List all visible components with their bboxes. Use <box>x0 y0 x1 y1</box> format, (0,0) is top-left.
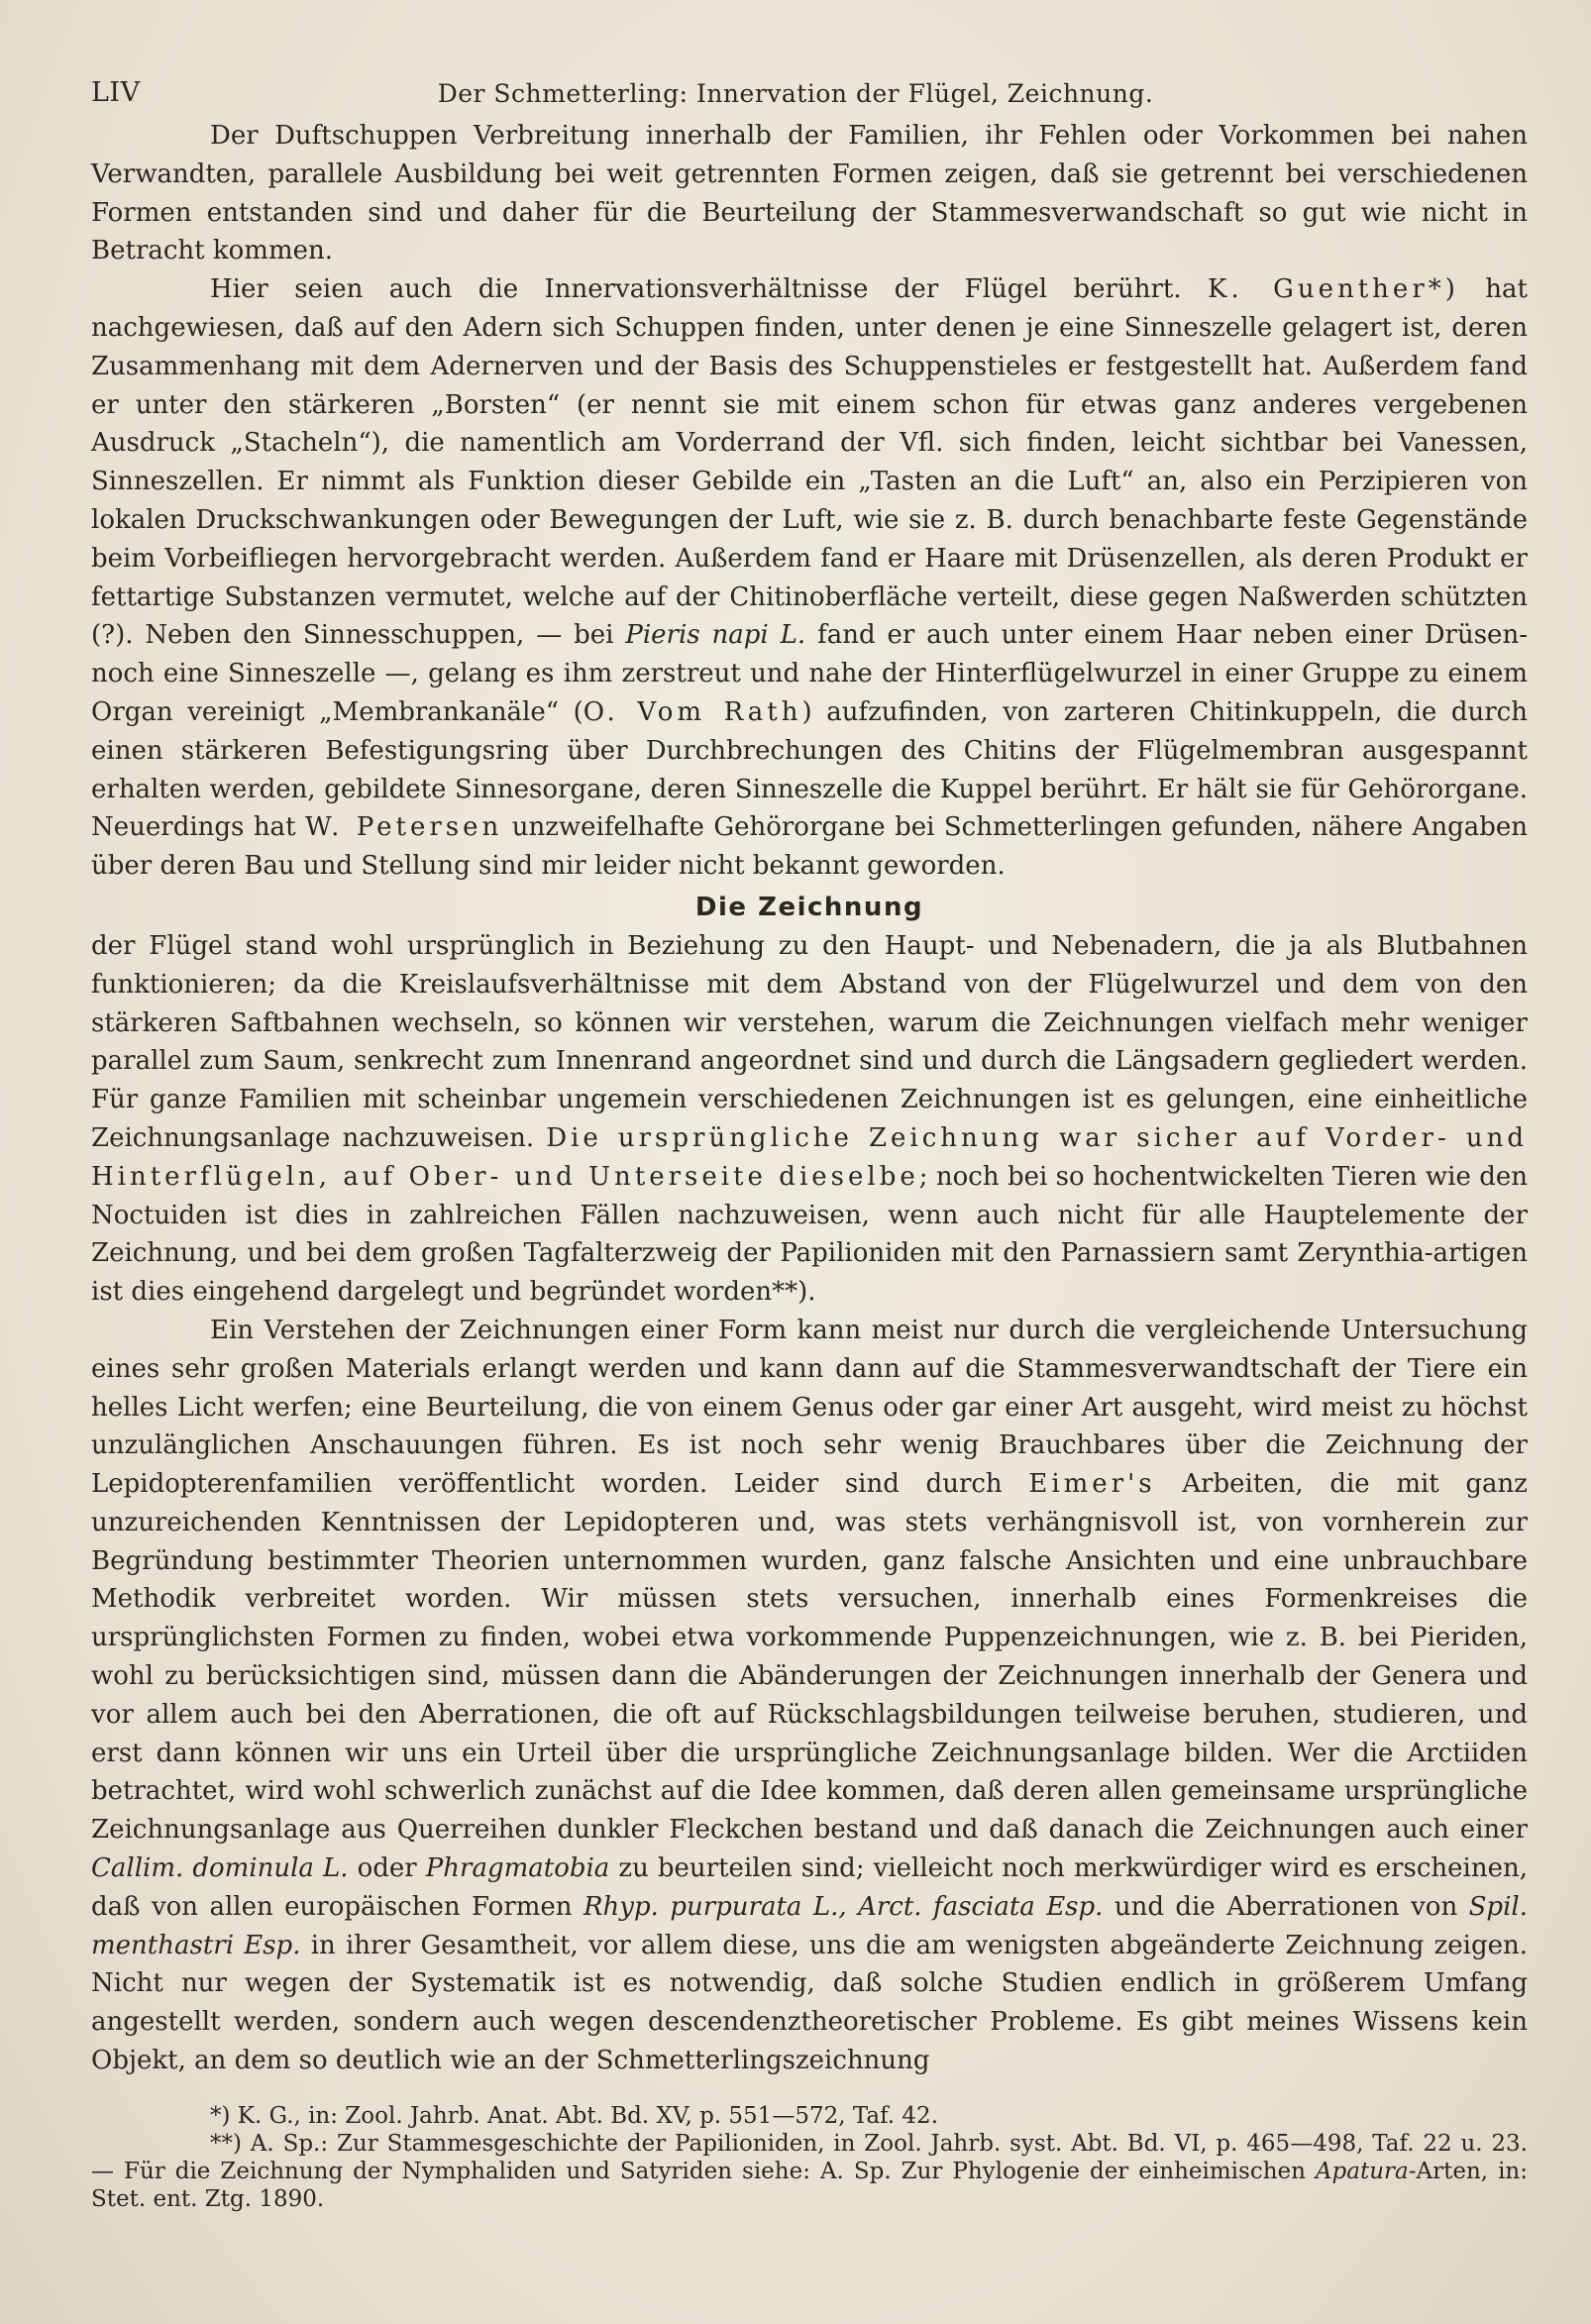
paragraph-innervation: Hier seien auch die Innervationsverhältnisse der Flügel berührt. K. Guenther*) hat nachgewiesen, daß auf den Adern sich Schuppen finden, unter denen je eine Sinneszelle gelagert ist, deren Zusammenhang mit dem Adernerven und der Basis des Schuppenstieles er festgestellt hat. Außerdem fand er unter den stärkeren „Borsten“ (er nennt sie mit einem schon für etwas ganz anderes vergebenen Ausdruck „Stacheln“), die namentlich am Vorderrand der Vfl. sich finden, leicht sichtbar bei Vanessen, Sinneszellen. Er nimmt als Funktion dieser Gebilde ein „Tasten an die Luft“ an, also ein Perzipieren von lokalen Druckschwankungen oder Bewegungen der Luft, wie sie z. B. durch benachbarte feste Gegenstände beim Vorbeifliegen hervorgebracht werden. Außerdem fand er Haare mit Drüsenzellen, als deren Produkt er fettartige Substanzen vermutet, welche auf der Chitinoberfläche verteilt, diese gegen Naßwerden schützten (?). Neben den Sinnesschuppen, — bei Pieris napi L. fand er auch unter einem Haar neben einer Drüsen- noch eine Sinneszelle —, gelang es ihm zerstreut und nahe der Hinterflügelwurzel in einer Gruppe zu einem Organ vereinigt „Membrankanäle“ (O. Vom Rath) aufzufinden, von zarteren Chitinkuppeln, die durch einen stärkeren Befestigungsring über Durchbrechungen des Chitins der Flügelmembran ausgespannt erhalten werden, gebildete Sinnesorgane, deren Sinneszelle die Kuppel berührt. Er hält sie für Gehörorgane. Neuerdings hat W. Petersen unzweifelhafte Gehörorgane bei Schmetterlingen gefunden, nähere Angaben über deren Bau und Stellung sind mir leider nicht bekannt geworden. <box>91 274 1528 882</box>
species-name: Callim. dominula L. <box>91 1853 349 1884</box>
genus-name: Apatura <box>1315 2159 1409 2184</box>
footnotes <box>91 2102 1528 2213</box>
author-name: K. Guenther*) <box>1208 274 1459 305</box>
page-number: LIV <box>91 77 141 108</box>
species-name: Phragmatobia <box>425 1853 610 1884</box>
species-name: Pieris napi L. <box>625 620 806 651</box>
section-heading: Die Zeichnung <box>694 892 924 922</box>
paragraph-verstehen: Ein Verstehen der Zeichnungen einer Form kann meist nur durch die vergleichende Untersuchung eines sehr großen Materials erlangt werden und kann dann auf die Stammesverwandtschaft der Tiere ein helles Licht werfen; eine Beurteilung, die von einem Genus oder gar einer Art ausgeht, wird meist zu höchst unzulänglichen Anschauungen führen. Es ist noch sehr wenig Brauchbares über die Zeichnung der Lepidopterenfamilien veröffentlicht worden. Leider sind durch Eimer's Arbeiten, die mit ganz unzureichenden Kenntnissen der Lepidopteren und, was stets verhängnisvoll ist, von vornherein zur Begründung bestimmter Theorien unternommen wurden, ganz falsche Ansichten und eine unbrauchbare Methodik verbreitet worden. Wir müssen stets versuchen, innerhalb eines Formenkreises die ursprünglichsten Formen zu finden, wobei etwa vorkommende Puppenzeichnungen, wie z. B. bei Pieriden, wohl zu berücksichtigen sind, müssen dann die Abänderungen der Zeichnungen innerhalb der Genera und vor allem auch bei den Aberrationen, die oft auf Rückschlagsbildungen teilweise beruhen, studieren, und erst dann können wir uns ein Urteil über die ursprüngliche Zeichnungsanlage bilden. Wer die Arctiiden betrachtet, wird wohl schwerlich zunächst auf die Idee kommen, daß deren allen gemeinsame ursprüngliche Zeichnungsanlage aus Querreihen dunkler Fleckchen bestand und daß danach die Zeichnungen auch einer Callim. dominula L. oder Phragmatobia zu beurteilen sind; vielleicht noch merkwürdiger wird es erscheinen, daß von allen europäischen Formen Rhyp. purpurata L., Arct. fasciata Esp. und die Aberrationen von Spil. menthastri Esp. in ihrer Gesamtheit, vor allem diese, uns die am wenigsten abgeänderte Zeichnung zeigen. Nicht nur wegen der Systematik ist es notwendig, daß solche Studien endlich in größerem Umfang angestellt werden, sondern auch wegen descendenztheoretischer Probleme. Es gibt meines Wissens kein Objekt, an dem so deutlich wie an der Schmetterlingszeichnung <box>91 1315 1529 2076</box>
footnote-1: *) K. G., in: Zool. Jahrb. Anat. Abt. Bd. XV, p. 551—572, Taf. 42. <box>210 2103 939 2129</box>
page-header <box>91 77 1500 117</box>
running-title: Der Schmetterling: Innervation der Flügel, Zeichnung. <box>437 79 1154 108</box>
paragraph-zeichnung: der Flügel stand wohl ursprünglich in Beziehung zu den Haupt- und Nebenadern, die ja als Blutbahnen funktionieren; da die Kreislaufsverhältnisse mit dem Abstand von der Flügelwurzel und dem von den stärkeren Saftbahnen wechseln, so können wir verstehen, warum die Zeichnungen vielfach mehr weniger parallel zum Saum, senkrecht zum Innenrand angeordnet sind und durch die Längsadern gegliedert werden. Für ganze Familien mit scheinbar ungemein verschiedenen Zeichnungen ist es gelungen, eine einheitliche Zeichnungsanlage nachzuweisen. Die ursprüngliche Zeichnung war sicher auf Vorder- und Hinterflügeln, auf Ober- und Unterseite dieselbe; noch bei so hochentwickelten Tieren wie den Noctuiden ist dies in zahlreichen Fällen nachzuweisen, wenn auch nicht für alle Hauptelemente der Zeichnung, und bei dem großen Tagfalterzweig der Papilioniden mit den Parnassiern samt Zerynthia-artigen ist dies eingehend dargelegt und begründet worden**). <box>91 930 1528 1308</box>
author-name: O. Vom Rath <box>583 696 802 727</box>
species-name: Spil. menthastri Esp. <box>91 1891 1528 1960</box>
species-name: Rhyp. purpurata L., Arct. fasciata Esp. <box>583 1891 1104 1922</box>
footnote-2: **) A. Sp.: Zur Stammesgeschichte der Papilioniden, in Zool. Jahrb. syst. Abt. Bd. VI, p. 465—498, Taf. 22 u. 23. — Für die Zeichnung der Nymphaliden und Satyriden siehe: A. Sp. Zur Phylogenie der einheimischen Apatura-Arten, in: Stet. ent. Ztg. 1890. <box>91 2131 1528 2212</box>
paragraph-duftschuppen: Der Duftschuppen Verbreitung innerhalb der Familien, ihr Fehlen oder Vorkommen bei nahen Verwandten, parallele Ausbildung bei weit getrennten Formen zeigen, daß sie getrennt bei verschiedenen Formen entstanden sind und daher für die Beurteilung der Stammesverwandschaft so gut wie nicht in Betracht kommen. <box>91 121 1528 266</box>
emphasized-statement: Die ursprüngliche Zeichnung war sicher auf Vorder- und Hinterflügeln, auf Ober- und Unterseite dieselbe <box>91 1122 1528 1192</box>
author-name: Eimer's <box>1028 1469 1156 1500</box>
author-name: W. Petersen <box>304 812 503 843</box>
main-text <box>91 117 1528 2080</box>
